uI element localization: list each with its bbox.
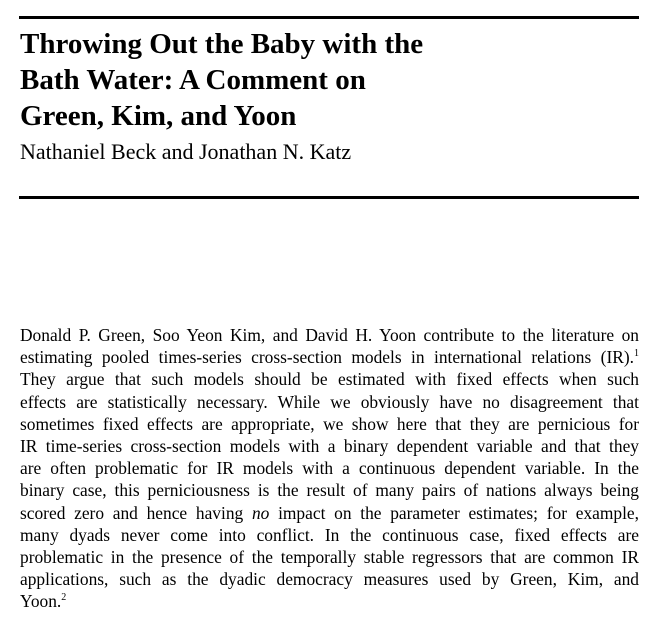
title-line: Bath Water: A Comment on [20, 64, 366, 96]
abstract-line: effects are statistically necessary. While we obviously have no disagreement that [20, 391, 639, 412]
abstract-paragraph [20, 324, 639, 613]
bottom-rule [19, 196, 639, 199]
abstract-line: sometimes fixed effects are appropriate, we show here that they are pernicious for [20, 413, 639, 434]
abstract-line: Donald P. Green, Soo Yeon Kim, and David H. Yoon contribute to the literature on [20, 325, 639, 345]
abstract-line [20, 346, 639, 368]
author-byline: Nathaniel Beck and Jonathan N. Katz [20, 139, 352, 164]
emphasis-word: no [251, 502, 270, 523]
abstract-line-text: Yoon. [20, 591, 62, 612]
abstract-line: IR time-series cross-section models with a binary dependent variable and that they [20, 436, 639, 457]
abstract-line [20, 590, 639, 612]
abstract-line: applications, such as the dyadic democracy measures used by Green, Kim, and [20, 569, 639, 590]
abstract-line: are often problematic for IR models with a continuous dependent variable. In the [20, 458, 639, 479]
article-title [20, 26, 580, 134]
title-line: Green, Kim, and Yoon [20, 100, 297, 132]
top-rule [19, 16, 639, 19]
abstract-line: many dyads never come into conflict. In the continuous case, fixed effects are [20, 524, 639, 545]
abstract-line: They argue that such models should be estimated with fixed effects when such [20, 369, 639, 390]
abstract-line [20, 502, 639, 524]
abstract-line: binary case, this perniciousness is the result of many pairs of nations always being [20, 480, 639, 501]
abstract-line-text: impact on the parameter estimates; for example, [278, 502, 639, 523]
abstract-line: problematic in the presence of the temporally stable regressors that are common IR [20, 547, 639, 568]
footnote-marker[interactable]: 1 [634, 348, 639, 360]
abstract-line-text: estimating pooled times-series cross-section models in international relations (IR). [20, 347, 634, 368]
footnote-marker[interactable]: 2 [61, 592, 67, 604]
abstract-line-text: scored zero and hence having [20, 502, 244, 523]
title-line: Throwing Out the Baby with the [20, 28, 424, 60]
